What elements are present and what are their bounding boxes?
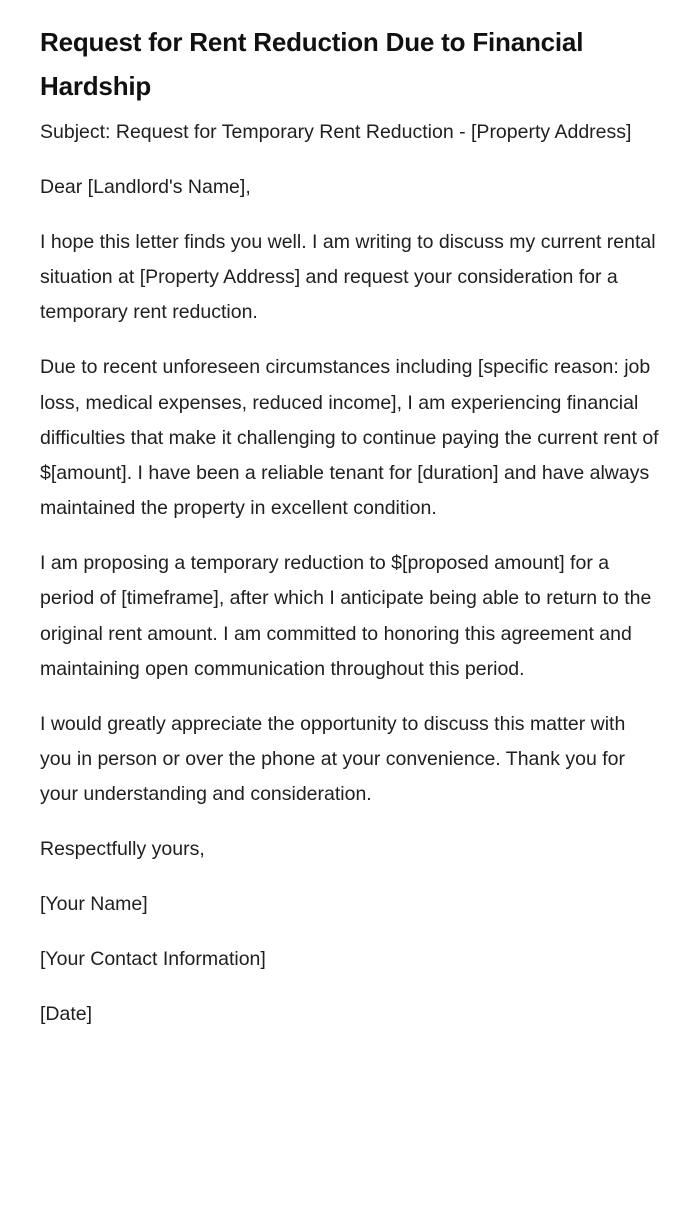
letter-signature-name: [Your Name] [40, 893, 148, 916]
letter-contact-information: [Your Contact Information] [40, 948, 266, 971]
letter-paragraph-request-discussion: I would greatly appreciate the opportunity to discuss this matter with you in person or over the phone at your convenience. Thank you for your understanding and consideration. [40, 712, 626, 806]
letter-date: [Date] [40, 1003, 93, 1026]
letter-closing: Respectfully yours, [40, 838, 205, 861]
letter-salutation: Dear [Landlord's Name], [40, 176, 251, 198]
letter-paragraph-intro: I hope this letter finds you well. I am writing to discuss my current rental situation at [Property Address] and request your consideration for a temporary rent reduction. [40, 231, 656, 324]
letter-paragraph-proposal: I am proposing a temporary reduction to $[proposed amount] for a period of [timeframe], after which I anticipate being able to return to the original rent amount. I am committed to honoring this agreement and maintaining open communication throughout this period. [40, 552, 652, 680]
letter-subject: Subject: Request for Temporary Rent Reduction - [Property Address] [40, 121, 632, 143]
letter-title: Request for Rent Reduction Due to Financial Hardship [40, 27, 584, 101]
letter-paragraph-circumstances: Due to recent unforeseen circumstances including [specific reason: job loss, medical expenses, reduced income], I am experiencing financial difficulties that make it challenging to continue paying the current rent of $[amount]. I have been a reliable tenant for [duration] and have always maintained the property in excellent condition. [40, 356, 659, 520]
